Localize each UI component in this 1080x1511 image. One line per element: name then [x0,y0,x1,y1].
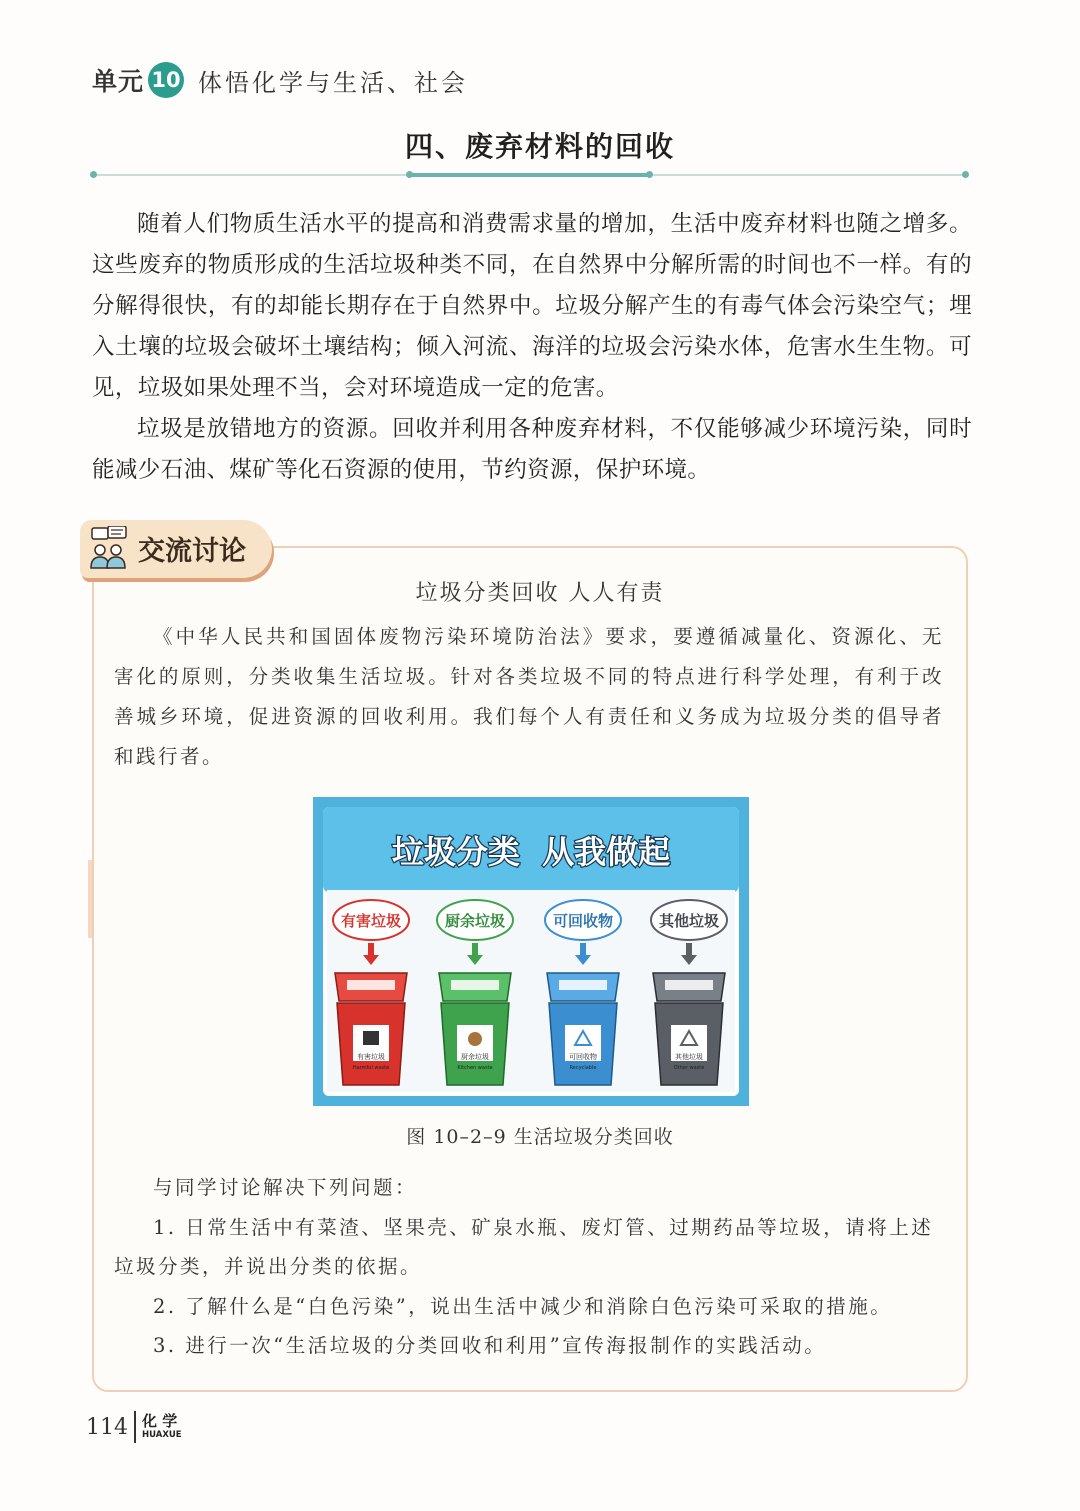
discussion-questions [114,1168,944,1366]
bin-english-label: Kitchen waste [457,1065,493,1071]
subject-chinese: 化 学 [142,1412,178,1431]
questions-prompt: 与同学讨论解决下列问题： [153,1176,418,1199]
divider-dot-mid-left [406,171,413,178]
question-3: 3. 进行一次“生活垃圾的分类回收和利用”宣传海报制作的实践活动。 [153,1334,827,1357]
bin-recyclable [545,900,621,1085]
bin-english-label: Recyclable [569,1065,597,1071]
question-1: 1. 日常生活中有菜渣、坚果壳、矿泉水瓶、废灯管、过期药品等垃圾，请将上述垃圾分类，并说出分类的依据。 [114,1215,934,1278]
body-paragraph-1: 随着人们物质生活水平的提高和消费需求量的增加，生活中废弃材料也随之增多。这些废弃的物质形成的生活垃圾种类不同，在自然界中分解所需的时间也不一样。有的分解得很快，有的却能长期存在于自然界中。垃圾分解产生的有毒气体会污染空气；埋入土壤的垃圾会破坏土壤结构；倾入河流、海洋的垃圾会污染水体，危害水生生物。可见，垃圾如果处理不当，会对环境造成一定的危害。 [92,211,972,401]
body-text [92,204,972,491]
bin-kitchen [437,900,513,1085]
bin-english-label: Other waste [673,1065,705,1071]
bin-english-label: Harmful waste [352,1065,390,1071]
box-side-marker [88,860,92,938]
discussion-title: 垃圾分类回收 人人有责 [415,581,665,606]
divider-dot-right [962,171,969,178]
bin-label: 其他垃圾 [675,1053,703,1061]
section-title: 四、废弃材料的回收 [404,130,675,163]
subject-mark [142,1414,182,1440]
unit-word: 单元 [92,67,145,96]
bin-label: 厨余垃圾 [461,1053,489,1061]
category-label: 可回收物 [552,912,614,930]
title-divider-accent [410,173,648,177]
discussion-paragraph: 《中华人民共和国固体废物污染环境防治法》要求，要遵循减量化、资源化、无害化的原则，分类收集生活垃圾。针对各类垃圾不同的特点进行科学处理，有利于改善城乡环境，促进资源的回收利用。我们每个人有责任和义务成为垃圾分类的倡导者和践行者。 [114,625,944,768]
bin-label: 有害垃圾 [357,1053,385,1061]
discussion-label: 交流讨论 [138,536,246,567]
bin-label: 可回收物 [569,1053,597,1061]
unit-number-badge: 10 [148,62,184,98]
body-paragraph-2: 垃圾是放错地方的资源。回收并利用各种废弃材料，不仅能够减少环境污染，同时能减少石油、煤矿等化石资源的使用，节约资源，保护环境。 [92,416,972,483]
poster-title: 垃圾分类 从我做起 [391,833,671,871]
category-label: 有害垃圾 [340,912,402,930]
category-label: 其他垃圾 [658,912,720,930]
divider-dot-mid-right [646,171,653,178]
unit-title: 体悟化学与生活、社会 [198,68,469,97]
bin-other [651,900,727,1085]
question-2: 2. 了解什么是“白色污染”，说出生活中减少和消除白色污染可采取的措施。 [153,1294,893,1318]
subject-pinyin: HUAXUE [142,1430,182,1441]
page-footer [86,1410,182,1444]
footer-divider [134,1411,136,1443]
waste-sorting-poster [313,797,749,1106]
category-label: 厨余垃圾 [444,912,506,930]
page-number: 114 [86,1414,128,1440]
discussion-text [114,617,944,777]
discussion-people-icon [88,526,128,572]
divider-dot-left [90,171,97,178]
bin-harmful [333,900,409,1085]
unit-header [92,58,468,102]
figure-caption: 图 10–2–9 生活垃圾分类回收 [406,1126,674,1148]
